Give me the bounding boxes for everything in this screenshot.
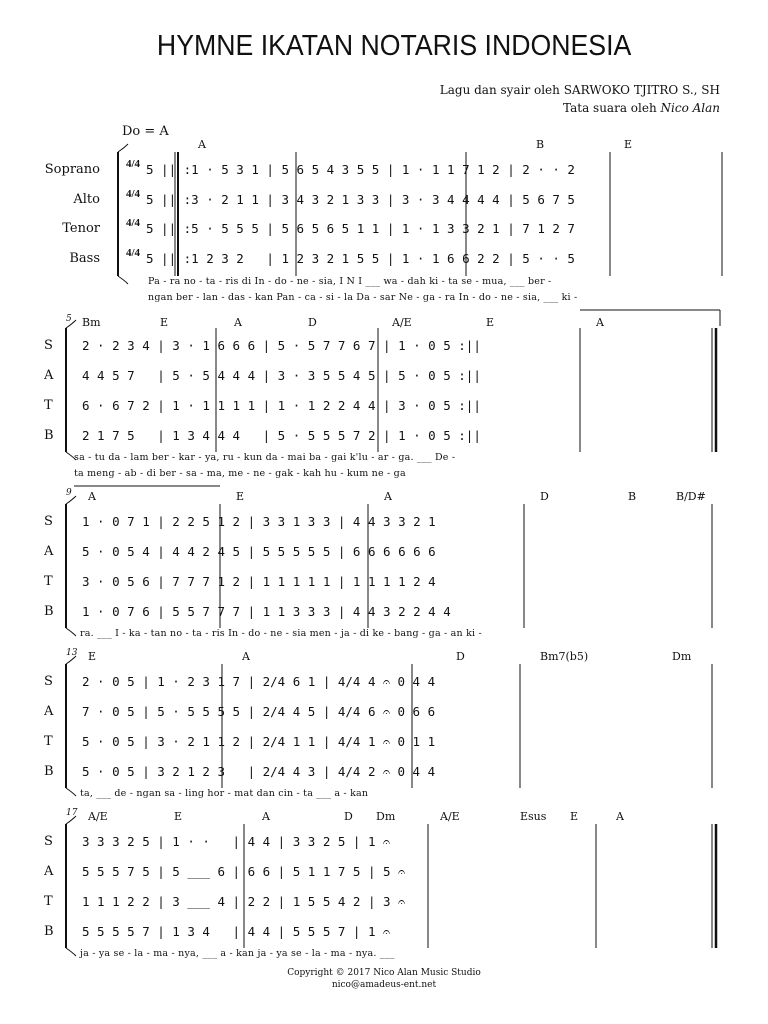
chord-symbol: E — [570, 810, 579, 823]
voice-label-short: T — [44, 894, 53, 909]
chord-symbol: A — [596, 316, 604, 329]
lyric-line: ngan ber - lan - das - kan Pan - ca - si - la Da - sar Ne - ga - ra In - do - ne - sia, ___ ki - — [148, 292, 578, 303]
chord-symbol: A/E — [88, 810, 108, 823]
voice-label-soprano: Soprano — [44, 162, 100, 177]
notation-row: 1 1 1 2 2 | 3 ___ 4 | 2 2 | 1 5 5 4 2 | 3 𝄐 — [82, 894, 406, 909]
chord-symbol: E — [236, 490, 245, 503]
chord-symbol: Bm7(b5) — [540, 650, 589, 663]
notation-row: 5 · 0 5 | 3 2 1 2 3 | 2/4 4 3 | 4/4 2 𝄐 0 4 4 — [82, 764, 436, 779]
key-signature: Do = A — [122, 124, 169, 139]
chord-symbol: E — [88, 650, 97, 663]
lyric-line: ta, ___ de - ngan sa - ling hor - mat dan cin - ta ___ a - kan — [80, 788, 369, 799]
notation-row: 5 || :1 2 3 2 | 1 2 3 2 1 5 5 | 1 · 1 6 6 2 2 | 5 · · 5 — [146, 250, 575, 266]
notation-row: 5 5 5 5 7 | 1 3 4 | 4 4 | 5 5 5 7 | 1 𝄐 — [82, 924, 390, 939]
voice-label-short: B — [44, 604, 54, 619]
song-title: HYMNE IKATAN NOTARIS INDONESIA — [156, 30, 632, 62]
chord-symbol: A/E — [392, 316, 412, 329]
time-signature: 4/4 — [126, 217, 141, 229]
voice-label-short: S — [44, 514, 53, 529]
notation-row: 5 || :1 · 5 3 1 | 5 6 5 4 3 5 5 | 1 · 1 1 7 1 2 | 2 · · 2 — [146, 162, 575, 177]
arranger-name: Nico Alan — [660, 101, 720, 115]
chord-symbol: A — [88, 490, 96, 503]
chord-symbol: Bm — [82, 316, 101, 329]
notation-row: 3 3 3 2 5 | 1 · · | 4 4 | 3 3 2 5 | 1 𝄐 — [82, 834, 390, 849]
notation-row: 7 · 0 5 | 5 · 5 5 5 5 | 2/4 4 5 | 4/4 6 𝄐 0 6 6 — [82, 704, 436, 719]
voice-label-short: T — [44, 574, 53, 589]
chord-symbol: E — [174, 810, 183, 823]
notation-row: 5 || :5 · 5 5 5 | 5 6 5 6 5 1 1 | 1 · 1 3 3 2 1 | 7 1 2 7 — [146, 221, 575, 236]
time-signature: 4/4 — [126, 158, 141, 170]
chord-symbol: D — [344, 810, 353, 823]
notation-row: 1 · 0 7 6 | 5 5 7 7 7 | 1 1 3 3 3 | 4 4 3 2 2 4 4 — [82, 604, 451, 619]
lyric-line: ta meng - ab - di ber - sa - ma, me - ne - gak - kah hu - kum ne - ga — [74, 468, 406, 479]
time-signature: 4/4 — [126, 187, 141, 200]
arranger-prefix: Tata suara oleh — [563, 101, 657, 115]
measure-number: 13 — [66, 648, 78, 658]
notation-row: 2 1 7 5 | 1 3 4 4 4 | 5 · 5 5 5 7 2 | 1 · 0 5 :|| — [82, 428, 481, 443]
measure-number: 9 — [66, 488, 72, 498]
chord-symbol: E — [624, 138, 633, 151]
chord-symbol: D — [540, 490, 549, 503]
chord-symbol: A — [242, 650, 250, 663]
voice-label-short: A — [44, 368, 54, 383]
notation-row: 5 · 0 5 | 3 · 2 1 1 2 | 2/4 1 1 | 4/4 1 𝄐 0 1 1 — [82, 734, 436, 749]
voice-label-tenor: Tenor — [62, 221, 100, 236]
voice-label-bass: Bass — [69, 251, 100, 266]
chord-symbol: Esus — [520, 810, 547, 823]
chord-symbol: A — [234, 316, 242, 329]
chord-symbol: Dm — [672, 650, 692, 663]
notation-row: 5 5 5 7 5 | 5 ___ 6 | 6 6 | 5 1 1 7 5 | 5 𝄐 — [82, 864, 406, 879]
lyric-line: Pa - ra no - ta - ris di In - do - ne - sia, I N I ___ wa - dah ki - ta se - mua, ___ ber - — [148, 276, 552, 287]
notation-row: 2 · 0 5 | 1 · 2 3 1 7 | 2/4 6 1 | 4/4 4 𝄐 0 4 4 — [82, 674, 436, 689]
voice-label-short: A — [44, 864, 54, 879]
voice-label-short: T — [44, 734, 53, 749]
lyric-line: ja - ya se - la - ma - nya, ___ a - kan ja - ya se - la - ma - nya. ___ — [80, 948, 395, 959]
lyric-line: ra. ___ I - ka - tan no - ta - ris In - do - ne - sia men - ja - di ke - bang - ga - an ki - — [80, 628, 482, 639]
voice-label-alto: Alto — [73, 192, 100, 207]
composer-credit: Lagu dan syair oleh SARWOKO TJITRO S., SH — [439, 83, 720, 97]
chord-symbol: A — [616, 810, 624, 823]
chord-symbol: B — [628, 490, 637, 503]
chord-symbol: A/E — [440, 810, 460, 823]
chord-symbol: B — [536, 138, 545, 151]
chord-symbol: E — [486, 316, 495, 329]
time-signature: 4/4 — [126, 246, 141, 259]
voice-label-short: A — [44, 544, 54, 559]
chord-symbol: E — [160, 316, 169, 329]
voice-label-short: B — [44, 924, 54, 939]
voice-label-short: S — [44, 834, 53, 849]
chord-symbol: D — [456, 650, 465, 663]
voice-label-short: T — [44, 398, 53, 413]
copyright-email: nico@amadeus-ent.net — [331, 980, 437, 990]
chord-symbol: A — [262, 810, 270, 823]
notation-row: 6 · 6 7 2 | 1 · 1 1 1 1 | 1 · 1 2 2 4 4 | 3 · 0 5 :|| — [82, 398, 481, 413]
chord-symbol: D — [308, 316, 317, 329]
notation-row: 5 || :3 · 2 1 1 | 3 4 3 2 1 3 3 | 3 · 3 4 4 4 4 | 5 6 7 5 — [146, 191, 575, 207]
notation-row: 1 · 0 7 1 | 2 2 5 1 2 | 3 3 1 3 3 | 4 4 3 3 2 1 — [82, 514, 436, 529]
measure-number: 17 — [66, 808, 78, 818]
notation-row: 3 · 0 5 6 | 7 7 7 1 2 | 1 1 1 1 1 | 1 1 1 1 2 4 — [82, 574, 436, 589]
measure-number: 5 — [66, 314, 72, 324]
chord-symbol: B/D# — [676, 490, 706, 503]
notation-row: 5 · 0 5 4 | 4 4 2 4 5 | 5 5 5 5 5 | 6 6 6 6 6 6 — [82, 544, 436, 559]
chord-symbol: A — [198, 138, 206, 151]
voice-label-short: S — [44, 674, 53, 689]
voice-label-short: B — [44, 428, 54, 443]
notation-row: 2 · 2 3 4 | 3 · 1 6 6 6 | 5 · 5 7 7 6 7 | 1 · 0 5 :|| — [82, 338, 481, 353]
copyright-line: Copyright © 2017 Nico Alan Music Studio — [287, 968, 481, 978]
lyric-line: sa - tu da - lam ber - kar - ya, ru - kun da - mai ba - gai k'lu - ar - ga. ___ De - — [74, 452, 456, 463]
chord-symbol: Dm — [376, 810, 396, 823]
notation-row: 4 4 5 7 | 5 · 5 4 4 4 | 3 · 3 5 5 4 5 | 5 · 0 5 :|| — [82, 368, 481, 383]
voice-label-short: S — [44, 338, 53, 353]
voice-label-short: A — [44, 704, 54, 719]
chord-symbol: A — [384, 490, 392, 503]
voice-label-short: B — [44, 764, 54, 779]
